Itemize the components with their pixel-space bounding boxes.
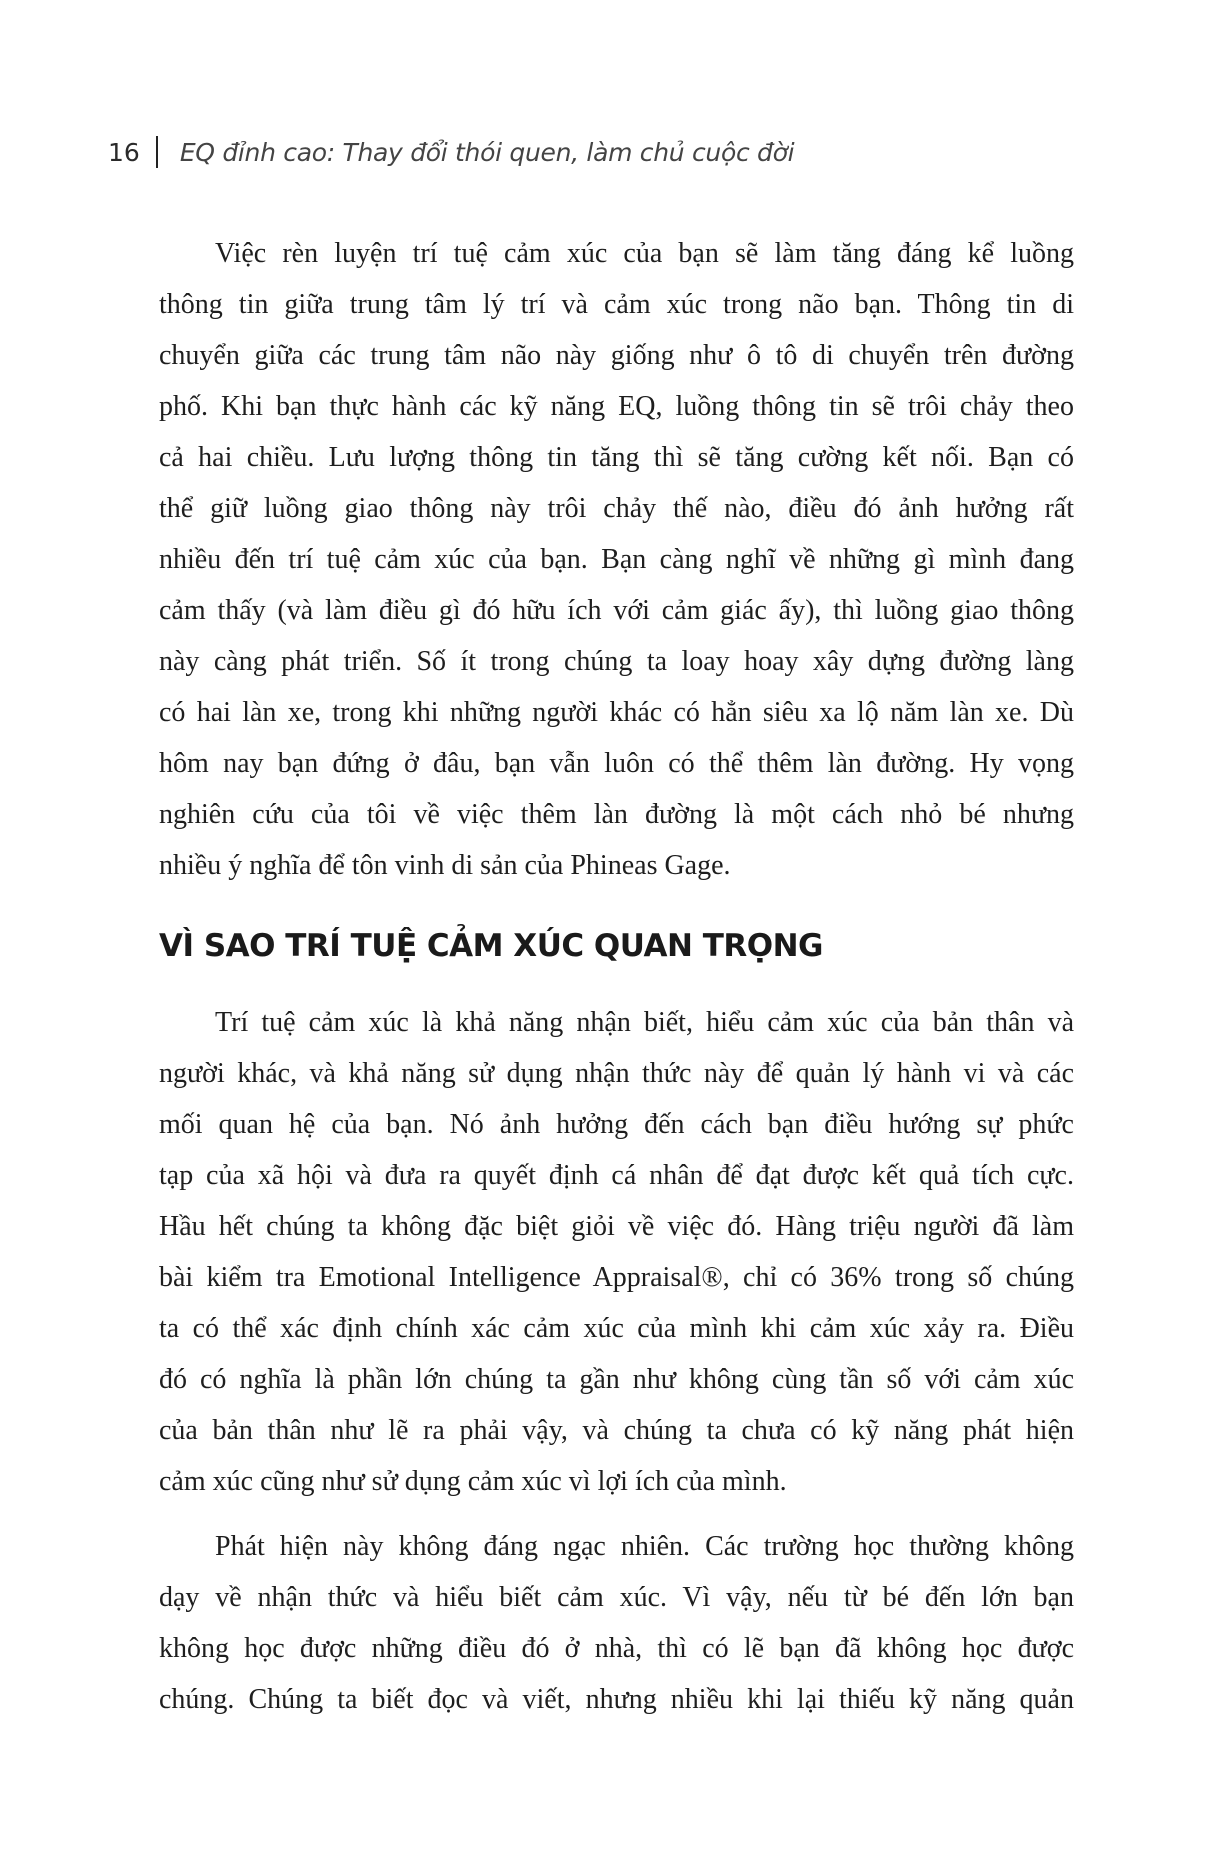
text-line: bài kiểm tra Emotional Intelligence Appraisal®, chỉ có 36% trong số chúng bbox=[159, 1262, 1074, 1293]
text-line: dạy về nhận thức và hiểu biết cảm xúc. Vì vậy, nếu từ bé đến lớn bạn bbox=[159, 1582, 1074, 1613]
text-line: đó có nghĩa là phần lớn chúng ta gần như không cùng tần số với cảm xúc bbox=[159, 1364, 1074, 1395]
text-line: người khác, và khả năng sử dụng nhận thức này để quản lý hành vi và các bbox=[159, 1058, 1074, 1089]
text-line: nghiên cứu của tôi về việc thêm làn đường là một cách nhỏ bé nhưng bbox=[159, 799, 1074, 830]
text-line: tạp của xã hội và đưa ra quyết định cá nhân để đạt được kết quả tích cực. bbox=[159, 1160, 1074, 1191]
text-line: này càng phát triển. Số ít trong chúng ta loay hoay xây dựng đường làng bbox=[159, 646, 1074, 677]
text-line: phố. Khi bạn thực hành các kỹ năng EQ, luồng thông tin sẽ trôi chảy theo bbox=[159, 391, 1074, 422]
text-line: Phát hiện này không đáng ngạc nhiên. Các trường học thường không bbox=[215, 1531, 1074, 1562]
book-title: EQ đỉnh cao: Thay đổi thói quen, làm chủ cuộc đời bbox=[179, 137, 795, 167]
header-divider bbox=[156, 136, 158, 168]
paragraph-2 bbox=[159, 997, 1074, 1507]
text-line: chúng. Chúng ta biết đọc và viết, nhưng nhiều khi lại thiếu kỹ năng quản bbox=[159, 1684, 1074, 1715]
text-line: cả hai chiều. Lưu lượng thông tin tăng thì sẽ tăng cường kết nối. Bạn có bbox=[159, 442, 1074, 473]
paragraph-1 bbox=[159, 228, 1074, 891]
text-line: cảm xúc cũng như sử dụng cảm xúc vì lợi ích của mình. bbox=[159, 1466, 787, 1497]
text-line: có hai làn xe, trong khi những người khác có hẳn siêu xa lộ năm làn xe. Dù bbox=[159, 697, 1074, 728]
text-line: của bản thân như lẽ ra phải vậy, và chúng ta chưa có kỹ năng phát hiện bbox=[159, 1415, 1074, 1446]
running-header bbox=[108, 136, 794, 168]
page-number: 16 bbox=[108, 137, 140, 167]
text-line: thể giữ luồng giao thông này trôi chảy thế nào, điều đó ảnh hưởng rất bbox=[159, 493, 1074, 524]
text-line: hôm nay bạn đứng ở đâu, bạn vẫn luôn có thể thêm làn đường. Hy vọng bbox=[159, 748, 1074, 779]
text-line: mối quan hệ của bạn. Nó ảnh hưởng đến cách bạn điều hướng sự phức bbox=[159, 1109, 1074, 1140]
text-line: nhiều đến trí tuệ cảm xúc của bạn. Bạn càng nghĩ về những gì mình đang bbox=[159, 544, 1074, 575]
paragraph-3 bbox=[159, 1521, 1074, 1725]
text-line: không học được những điều đó ở nhà, thì có lẽ bạn đã không học được bbox=[159, 1633, 1074, 1664]
text-line: cảm thấy (và làm điều gì đó hữu ích với cảm giác ấy), thì luồng giao thông bbox=[159, 595, 1074, 626]
section-heading: VÌ SAO TRÍ TUỆ CẢM XÚC QUAN TRỌNG bbox=[159, 928, 823, 964]
text-line: Hầu hết chúng ta không đặc biệt giỏi về việc đó. Hàng triệu người đã làm bbox=[159, 1211, 1074, 1242]
text-line: ta có thể xác định chính xác cảm xúc của mình khi cảm xúc xảy ra. Điều bbox=[159, 1313, 1074, 1344]
text-line: nhiều ý nghĩa để tôn vinh di sản của Phineas Gage. bbox=[159, 850, 731, 881]
text-line: Việc rèn luyện trí tuệ cảm xúc của bạn sẽ làm tăng đáng kể luồng bbox=[215, 238, 1074, 269]
text-line: Trí tuệ cảm xúc là khả năng nhận biết, hiểu cảm xúc của bản thân và bbox=[215, 1007, 1074, 1038]
text-line: chuyển giữa các trung tâm não này giống như ô tô di chuyển trên đường bbox=[159, 340, 1074, 371]
text-line: thông tin giữa trung tâm lý trí và cảm xúc trong não bạn. Thông tin di bbox=[159, 289, 1074, 320]
